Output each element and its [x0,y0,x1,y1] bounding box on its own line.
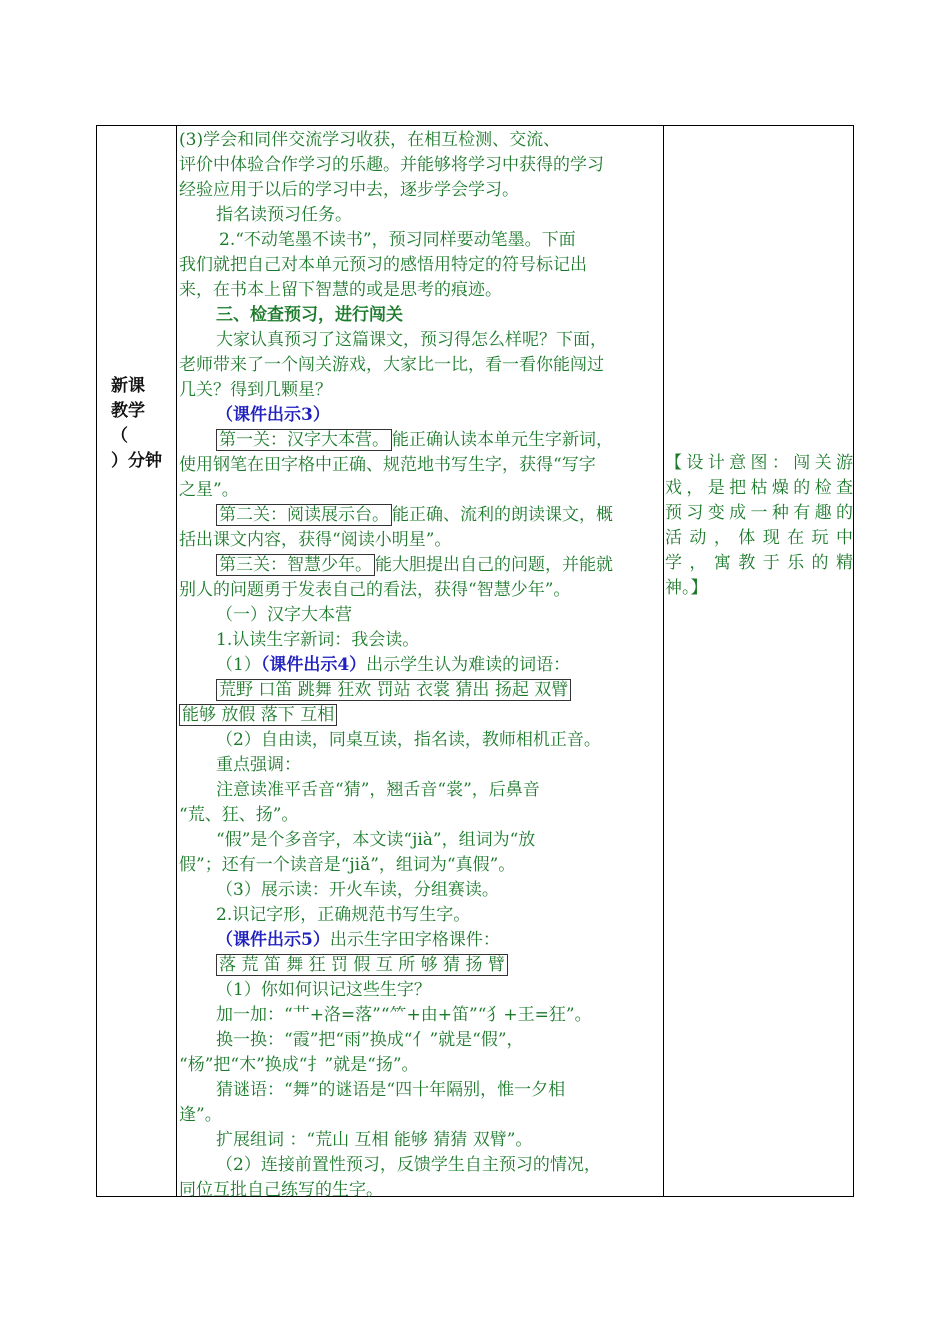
section-label-line: （ [111,426,128,446]
courseware-tag: （课件出示4） [260,655,367,675]
design-note [664,451,854,601]
content-line [177,128,663,153]
line-text [179,1055,419,1075]
content-line [177,228,663,253]
list-marker: （1） [216,655,261,675]
body-text: （3）展示读：开火车读，分组赛读。 [216,880,499,900]
line-text [179,530,451,550]
line-text [216,405,330,425]
boxed-text: 荒野 口笛 跳舞 狂欢 罚站 衣裳 猜出 扬起 双臂 [216,679,571,701]
body-text: 三、检查预习，进行闯关 [216,305,403,325]
body-text: 能大胆提出自己的问题，并能就 [375,555,613,575]
content-line [177,978,663,1003]
body-text: (3)学会和同伴交流学习收获，在相互检测、交流、 [179,130,561,150]
lesson-table [96,125,854,1200]
line-text [216,954,508,976]
line-text [216,1130,532,1150]
body-text: “荒、狂、扬”。 [179,805,299,825]
lesson-content [177,128,663,1203]
line-text [179,455,596,475]
line-text [216,330,607,350]
section-column [97,126,177,1196]
content-column [177,126,664,1200]
content-line [177,628,663,653]
body-text: （2）连接前置性预习，反馈学生自主预习的情况， [216,1155,601,1175]
line-text [216,830,535,850]
content-line [177,603,663,628]
body-text: （2）自由读，同桌互读，指名读，教师相机正音。 [216,730,601,750]
line-text [179,280,502,300]
body-text: 猜谜语：“舞”的谜语是“四十年隔别，惟一夕相 [216,1080,566,1100]
body-text: 2.“不动笔墨不读书”，预习同样要动笔墨。下面 [219,230,576,250]
line-text [216,504,613,526]
line-text [216,1030,524,1050]
line-text [179,130,560,150]
body-text: 之星”。 [179,480,239,500]
body-text: 1.认读生字新词：我会读。 [216,630,420,650]
section-label-line: 新课 [111,376,145,396]
line-text [179,180,519,200]
body-text: 经验应用于以后的学习中去，逐步学会学习。 [179,180,519,200]
design-note-line: 【 设 计 意 图 ： 闯 关 游 [665,453,853,473]
content-line [177,153,663,178]
line-text [216,429,613,451]
content-line [177,1028,663,1053]
line-text [216,205,352,225]
line-text [216,1080,565,1100]
body-text: 同位互批自己练写的生字。 [179,1180,383,1200]
line-text [216,679,571,701]
body-text: 注意读准平舌音“猜”，翘舌音“裳”，后鼻音 [216,780,540,800]
content-line [177,728,663,753]
content-line [177,1003,663,1028]
content-line [177,203,663,228]
line-text [179,855,515,875]
design-note-line: 活 动 ， 体 现 在 玩 中 [665,528,853,548]
body-text: 加一加：“艹+洛=落”“⺮+由+笛”“犭+王=狂”。 [216,1005,592,1025]
content-line [177,478,663,503]
body-text: 大家认真预习了这篇课文，预习得怎么样呢？下面， [216,330,607,350]
content-line [177,328,663,353]
line-text [179,255,587,275]
body-text: 能正确、流利的朗读课文，概 [392,505,613,525]
content-line [177,903,663,928]
line-text [179,580,570,600]
content-line [177,1153,663,1178]
boxed-text: 落 荒 笛 舞 狂 罚 假 互 所 够 猜 扬 臂 [216,954,508,976]
content-line [177,878,663,903]
line-text [179,805,298,825]
body-text: 扩展组词 ：“荒山 互相 能够 猜猜 双臂”。 [216,1130,533,1150]
courseware-tag: （课件出示5） [216,930,330,950]
boxed-text: 第二关：阅读展示台。 [216,504,392,526]
body-text: （1）你如何识记这些生字？ [216,980,431,1000]
body-text: （课件出示3） [216,405,330,425]
line-text [216,554,613,576]
line-text [216,880,499,900]
line-text [216,930,500,950]
content-line [177,1178,663,1203]
content-line [177,828,663,853]
body-text: “假”是个多音字，本文读“jià”，组词为“放 [216,830,536,850]
line-text [216,905,470,925]
content-line [177,1078,663,1103]
content-line [177,378,663,403]
line-text [216,1005,592,1025]
body-text: 使用钢笔在田字格中正确、规范地书写生字，获得“写字 [179,455,596,475]
body-text: 别人的问题勇于发表自己的看法，获得“智慧少年”。 [179,580,571,600]
content-line [177,503,663,528]
line-text [216,605,352,625]
content-line [177,703,663,728]
content-line [177,403,663,428]
content-line [177,1128,663,1153]
body-text: 出示学生认为难读的词语： [366,655,571,675]
section-label-line: ）分钟 [111,451,162,471]
content-line [177,653,663,678]
line-text [179,380,332,400]
body-text: 括出课文内容，获得“阅读小明星”。 [179,530,452,550]
content-line [177,278,663,303]
body-text: 2.识记字形，正确规范书写生字。 [216,905,471,925]
content-line [177,553,663,578]
content-line [177,253,663,278]
content-line [177,803,663,828]
content-line [177,353,663,378]
content-line [177,578,663,603]
content-line [177,1103,663,1128]
body-text: 来，在书本上留下智慧的或是思考的痕迹。 [179,280,502,300]
content-line [177,953,663,978]
content-line [177,1053,663,1078]
line-text [179,480,239,500]
design-note-line: 预 习 变 成 一 种 有 趣 的 [665,503,853,523]
boxed-text: 能够 放假 落下 互相 [179,704,337,726]
line-text [216,980,431,1000]
body-text: 老师带来了一个闯关游戏，大家比一比，看一看你能闯过 [179,355,604,375]
body-text: 我们就把自己对本单元预习的感悟用特定的符号标记出 [179,255,587,275]
content-line [177,453,663,478]
body-text: 假”；还有一个读音是“jiǎ”，组词为“真假”。 [179,855,516,875]
body-text: （一）汉字大本营 [216,605,352,625]
line-text [179,704,337,726]
design-note-line: 学 ， 寓 教 于 乐 的 精 [665,553,853,573]
content-line [177,428,663,453]
section-label [111,374,171,474]
line-text [216,780,540,800]
line-text [179,1180,383,1200]
body-text: 指名读预习任务。 [216,205,352,225]
line-text [216,1155,601,1175]
body-text: 出示生字田字格课件： [329,930,500,950]
line-text [216,305,403,325]
section-label-line: 教学 [111,401,145,421]
content-line [177,528,663,553]
body-text: 能正确认读本单元生字新词， [392,430,613,450]
design-note-line: 神。】 [665,578,708,598]
body-text: 评价中体验合作学习的乐趣。并能够将学习中获得的学习 [179,155,604,175]
line-text [179,355,604,375]
line-text [216,730,601,750]
body-text: 逢”。 [179,1105,222,1125]
boxed-text: 第一关：汉字大本营。 [216,429,392,451]
body-text: 几关？得到几颗星？ [179,380,332,400]
body-text: 换一换：“霞”把“雨”换成“亻”就是“假”， [216,1030,524,1050]
line-text [216,630,419,650]
content-line [177,753,663,778]
content-line [177,178,663,203]
content-line [177,678,663,703]
content-line [177,928,663,953]
body-text: 重点强调： [216,755,301,775]
boxed-text: 第三关：智慧少年。 [216,554,375,576]
design-note-column [664,126,853,1196]
body-text: “杨”把“木”换成“扌”就是“扬”。 [179,1055,419,1075]
line-text [216,655,570,675]
line-text [219,230,576,250]
content-line [177,303,663,328]
design-note-line: 戏 ， 是 把 枯 燥 的 检 查 [665,478,853,498]
content-line [177,853,663,878]
line-text [216,755,301,775]
line-text [179,1105,222,1125]
content-line [177,778,663,803]
line-text [179,155,604,175]
